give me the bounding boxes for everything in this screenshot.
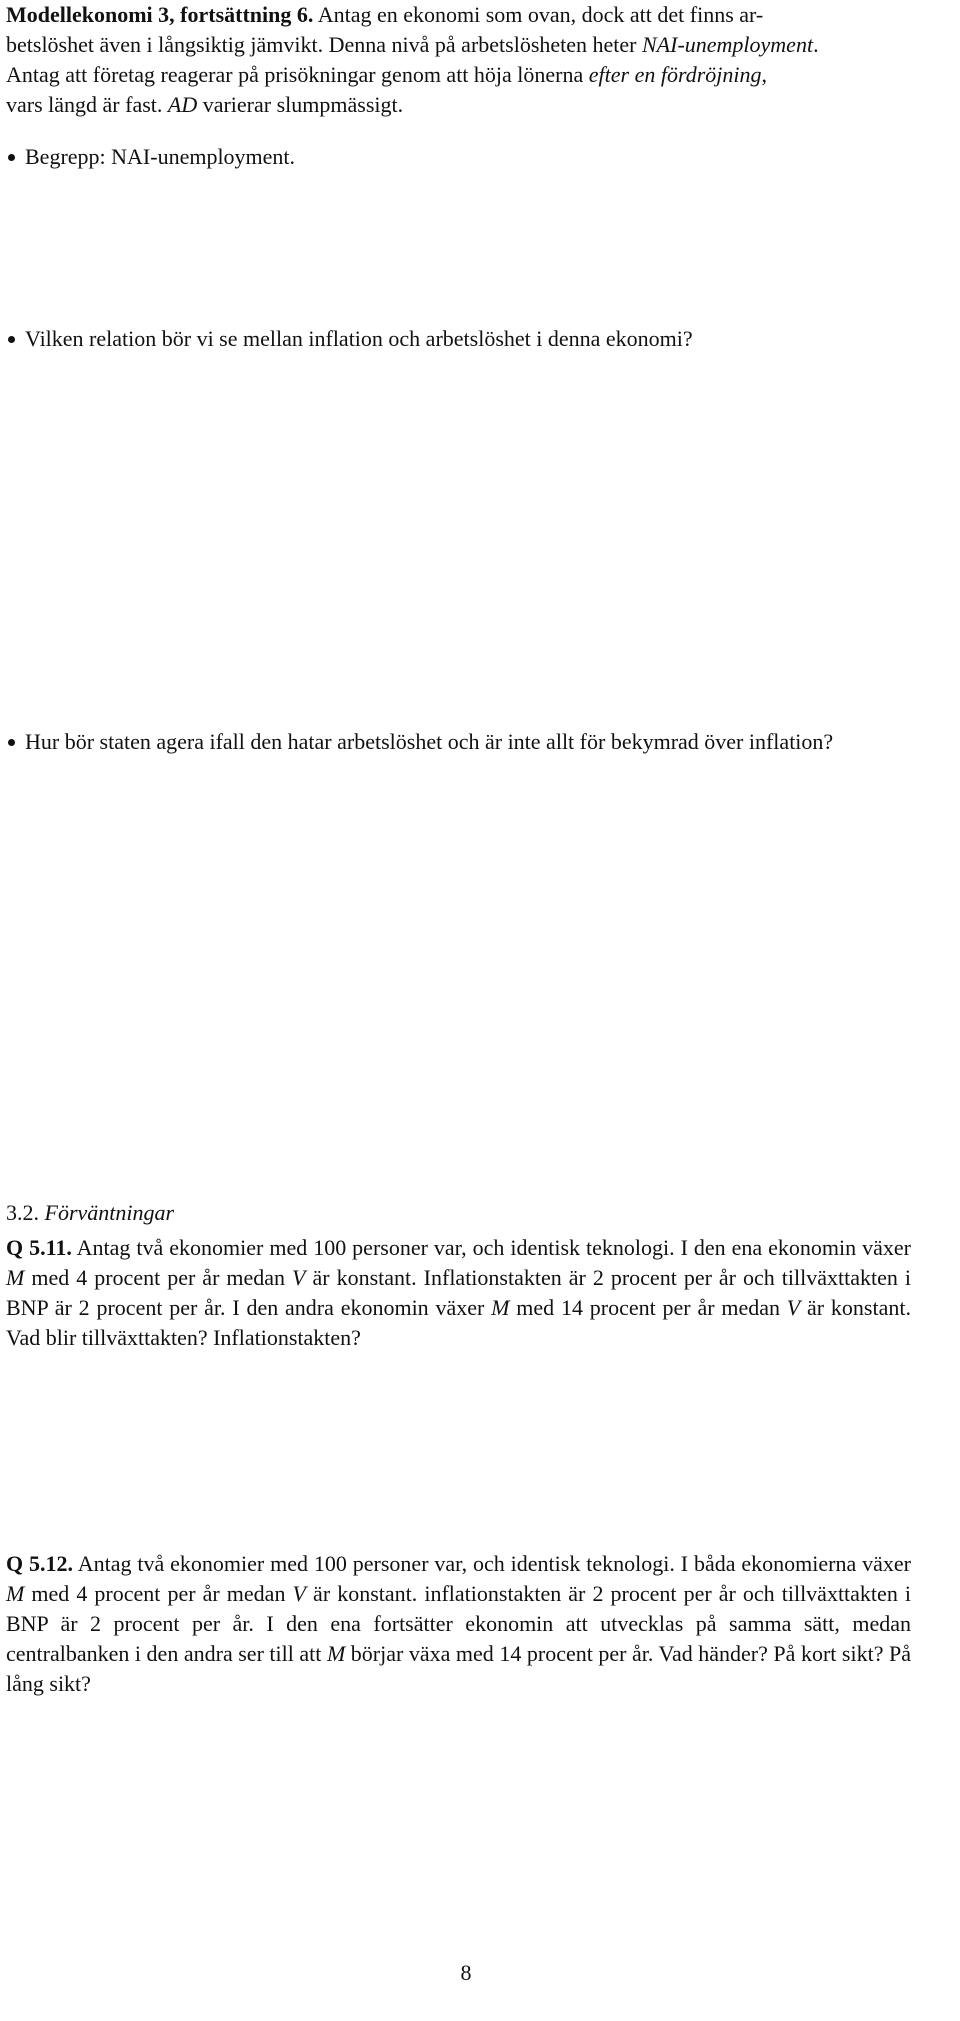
question-text: är konstant. Inflationstakten är 2 procent per år och tillväxttakten i BNP är 2 procent per år. I den andra ekonomin växer [6,1265,911,1320]
var-m: M [491,1295,510,1320]
section-title: Förväntningar [44,1200,175,1225]
var-v: V [292,1581,306,1606]
question-5-12 [6,1549,911,1699]
bullet-policy-question [6,727,911,757]
var-ad: AD [167,92,198,117]
bullet-dot-icon [8,154,15,161]
question-text: Antag två ekonomier med 100 personer var, och identisk teknologi. I båda ekonomierna växer [73,1551,911,1576]
bullet-dot-icon [8,739,15,746]
question-label: Q 5.11. [6,1235,72,1260]
question-text: är konstant. inflationstakten är 2 procent per år och tillväxttakten i BNP är 2 procent per år. I den ena fortsätter ekonomin att utvecklas på samma sätt, medan centralbanken i den andra ser till att [6,1581,911,1666]
var-v: V [786,1295,801,1320]
model-paragraph [6,0,926,120]
section-number: 3.2. [6,1200,39,1225]
bullet-text: Begrepp: NAI-unemployment. [25,144,296,169]
question-label: Q 5.12. [6,1551,74,1576]
var-v: V [292,1265,306,1290]
question-text: med 14 procent per år medan [509,1295,787,1320]
model-line3-end: , [761,62,767,87]
question-5-11 [6,1233,911,1353]
term-delay: efter en fördröjning [588,62,762,87]
bullet-text: Vilken relation bör vi se mellan inflation och arbetslöshet i denna ekonomi? [25,326,693,351]
model-heading: Modellekonomi 3, fortsättning 6. [6,2,314,27]
model-line4: vars längd är fast. [6,92,168,117]
model-line2: betslöshet även i långsiktig jämvikt. Denna nivå på arbetslösheten heter [6,32,642,57]
question-text: börjar växa med 14 procent per år. Vad händer? På kort sikt? På lång sikt? [6,1641,911,1696]
var-m: M [326,1641,346,1666]
question-text: är konstant. Vad blir tillväxttakten? Inflationstakten? [6,1295,911,1350]
var-m: M [6,1581,25,1606]
section-heading [6,1198,174,1228]
question-text: med 4 procent per år medan [24,1581,293,1606]
model-line4-end: varierar slumpmässigt. [197,92,404,117]
model-line2-end: . [813,32,819,57]
model-line3: Antag att företag reagerar på prisökningar genom att höja lönerna [6,62,589,87]
model-line1: Antag en ekonomi som ovan, dock att det finns ar- [317,2,764,27]
page-number: 8 [460,1960,472,1985]
bullet-relation-question [6,324,926,354]
bullet-text: Hur bör staten agera ifall den hatar arbetslöshet och är inte allt för bekymrad över inflation? [25,729,834,754]
question-text: Antag två ekonomier med 100 personer var, och identisk teknologi. I den ena ekonomin växer [71,1235,911,1260]
question-text: med 4 procent per år medan [24,1265,293,1290]
bullet-concept [6,142,926,172]
bullet-dot-icon [8,336,15,343]
term-nai: NAI-unemployment [642,32,814,57]
var-m: M [6,1265,25,1290]
